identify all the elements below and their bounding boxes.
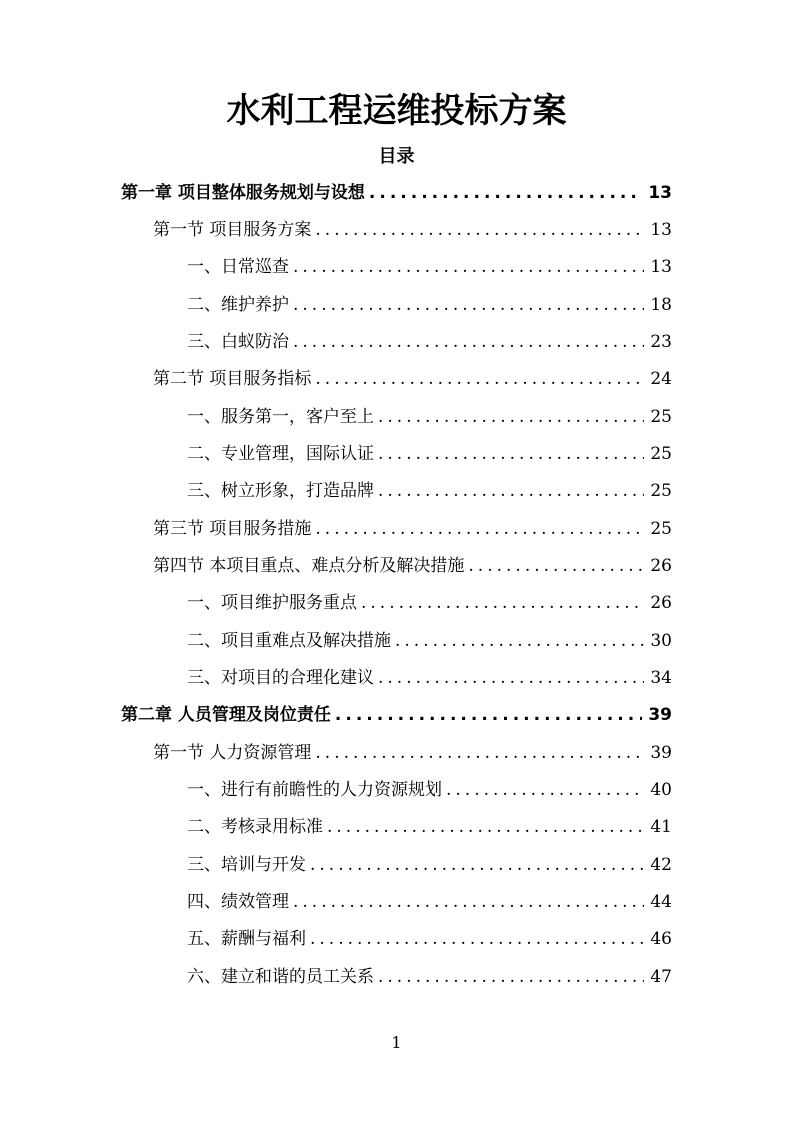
toc-entry-label: 一、项目维护服务重点 — [187, 593, 357, 613]
toc-entry-page: 13 — [650, 220, 672, 240]
toc-entry-page: 18 — [650, 295, 672, 315]
toc-entry-subsection[interactable] — [187, 249, 672, 286]
toc-entry-page: 13 — [650, 257, 672, 277]
toc-dot-leader — [468, 548, 644, 585]
toc-dot-leader — [293, 884, 644, 921]
toc-entry-chapter[interactable] — [121, 175, 672, 212]
toc-entry-page: 44 — [650, 892, 672, 912]
toc-entry-page: 24 — [650, 369, 672, 389]
toc-dot-leader — [315, 361, 644, 398]
toc-dot-leader — [315, 212, 644, 249]
toc-entry-subsection[interactable] — [187, 473, 672, 510]
toc-dot-leader — [378, 660, 644, 697]
toc-dot-leader — [293, 249, 644, 286]
toc-dot-leader — [293, 324, 644, 361]
toc-dot-leader — [378, 959, 644, 996]
toc-entry-label: 二、专业管理，国际认证 — [187, 444, 374, 464]
toc-entry-label: 第二章 人员管理及岗位责任 — [121, 705, 331, 725]
toc-entry-subsection[interactable] — [187, 324, 672, 361]
toc-entry-subsection[interactable] — [187, 585, 672, 622]
toc-entry-label: 四、绩效管理 — [187, 892, 289, 912]
toc-entry-label: 第一节 人力资源管理 — [153, 743, 312, 763]
toc-entry-page: 26 — [650, 593, 672, 613]
toc-entry-label: 六、建立和谐的员工关系 — [187, 967, 374, 987]
toc-entry-page: 25 — [650, 481, 672, 501]
toc-entry-page: 39 — [648, 705, 672, 725]
toc-entry-chapter[interactable] — [121, 697, 672, 734]
toc-entry-page: 30 — [650, 631, 672, 651]
toc-entry-subsection[interactable] — [187, 772, 672, 809]
toc-entry-subsection[interactable] — [187, 660, 672, 697]
toc-entry-page: 41 — [650, 817, 672, 837]
toc-entry-label: 第四节 本项目重点、难点分析及解决措施 — [153, 556, 465, 576]
toc-entry-subsection[interactable] — [187, 623, 672, 660]
toc-dot-leader — [369, 175, 642, 212]
toc-entry-label: 二、项目重难点及解决措施 — [187, 631, 391, 651]
toc-entry-label: 一、服务第一，客户至上 — [187, 407, 374, 427]
toc-entry-page: 25 — [650, 444, 672, 464]
toc-entry-label: 第二节 项目服务指标 — [153, 369, 312, 389]
toc-entry-label: 二、维护养护 — [187, 295, 289, 315]
toc-entry-page: 46 — [650, 929, 672, 949]
toc-entry-page: 34 — [650, 668, 672, 688]
toc-dot-leader — [293, 287, 644, 324]
toc-entry-label: 三、树立形象，打造品牌 — [187, 481, 374, 501]
toc-dot-leader — [378, 473, 644, 510]
toc-entry-page: 25 — [650, 407, 672, 427]
toc-entry-section[interactable] — [153, 548, 672, 585]
toc-dot-leader — [315, 735, 644, 772]
toc-dot-leader — [310, 921, 644, 958]
toc-entry-subsection[interactable] — [187, 921, 672, 958]
toc-dot-leader — [327, 809, 644, 846]
toc-heading: 目录 — [378, 146, 415, 167]
toc-entry-page: 40 — [650, 780, 672, 800]
toc-entry-subsection[interactable] — [187, 959, 672, 996]
toc-entry-subsection[interactable] — [187, 847, 672, 884]
toc-entry-page: 42 — [650, 855, 672, 875]
toc-entry-section[interactable] — [153, 212, 672, 249]
toc-entry-section[interactable] — [153, 735, 672, 772]
toc-entry-subsection[interactable] — [187, 884, 672, 921]
toc-entry-page: 23 — [650, 332, 672, 352]
toc-dot-leader — [361, 585, 644, 622]
toc-entry-page: 13 — [648, 183, 672, 203]
toc-dot-leader — [446, 772, 644, 809]
toc-dot-leader — [315, 511, 644, 548]
toc-entry-label: 二、考核录用标准 — [187, 817, 323, 837]
toc-entry-label: 三、白蚁防治 — [187, 332, 289, 352]
toc-entry-label: 三、培训与开发 — [187, 855, 306, 875]
toc-entry-page: 39 — [650, 743, 672, 763]
toc-entry-page: 26 — [650, 556, 672, 576]
toc-dot-leader — [310, 847, 644, 884]
toc-entry-section[interactable] — [153, 511, 672, 548]
toc-entry-label: 一、日常巡查 — [187, 257, 289, 277]
toc-entry-label: 一、进行有前瞻性的人力资源规划 — [187, 780, 442, 800]
toc-dot-leader — [335, 697, 642, 734]
toc-entry-section[interactable] — [153, 361, 672, 398]
toc-dot-leader — [395, 623, 644, 660]
toc-entry-subsection[interactable] — [187, 809, 672, 846]
toc-entry-subsection[interactable] — [187, 287, 672, 324]
toc-entry-subsection[interactable] — [187, 436, 672, 473]
toc-entry-label: 第一节 项目服务方案 — [153, 220, 312, 240]
toc-dot-leader — [378, 399, 644, 436]
toc-entry-page: 25 — [650, 519, 672, 539]
toc-entry-label: 第三节 项目服务措施 — [153, 519, 312, 539]
page-number: 1 — [391, 1033, 402, 1052]
toc-entry-label: 三、对项目的合理化建议 — [187, 668, 374, 688]
toc-entry-page: 47 — [650, 967, 672, 987]
toc-entry-subsection[interactable] — [187, 399, 672, 436]
document-title: 水利工程运维投标方案 — [226, 91, 567, 131]
toc-dot-leader — [378, 436, 644, 473]
toc-entry-label: 第一章 项目整体服务规划与设想 — [121, 183, 365, 203]
toc-entry-label: 五、薪酬与福利 — [187, 929, 306, 949]
